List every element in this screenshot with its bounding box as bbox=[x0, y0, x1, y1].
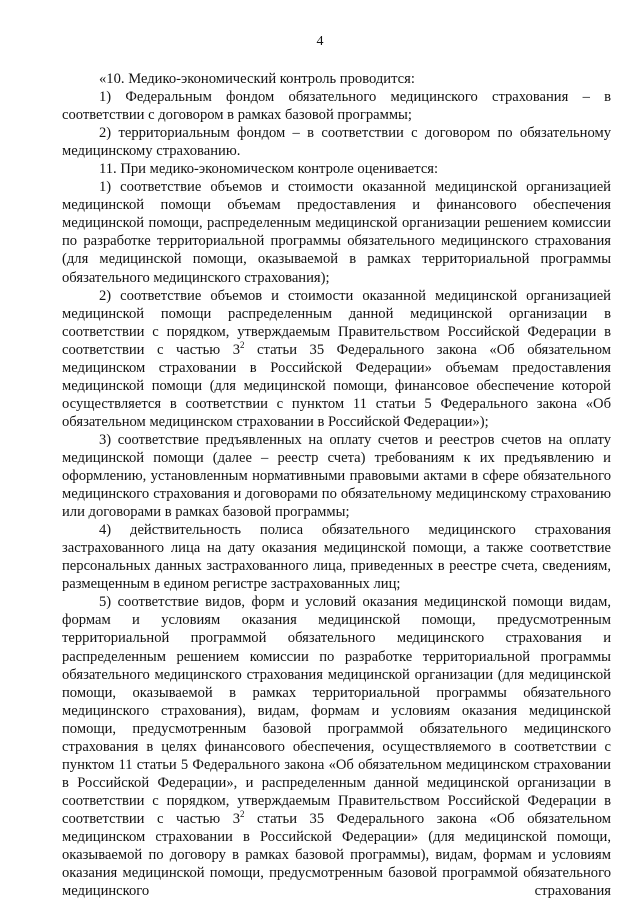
paragraph-11-item-5 bbox=[62, 593, 611, 900]
paragraph-10-item-2 bbox=[62, 124, 611, 160]
paragraph-11-item-3 bbox=[62, 431, 611, 521]
paragraph-text: 2) территориальным фондом – в соответствии с договором по обязательному медицинскому страхованию. bbox=[62, 125, 611, 160]
paragraph-11 bbox=[62, 160, 611, 178]
paragraph-text: 1) соответствие объемов и стоимости оказанной медицинской организацией медицинской помощи объемам предоставления и финансового обеспечения медицинской помощи, распределенным медицинской организации решением комиссии по разработке территориальной программы обязательного медицинского страхования (для медицинской помощи, оказываемой в рамках территориальной программы обязательного медицинского страхования); bbox=[62, 179, 611, 286]
paragraph-text: 11. При медико-экономическом контроле оценивается: bbox=[99, 161, 439, 178]
page-number: 4 bbox=[316, 34, 324, 49]
superscript: 2 bbox=[240, 339, 245, 350]
paragraph-11-item-1 bbox=[62, 178, 611, 286]
paragraph-text: 4) действительность полиса обязательного медицинского страхования застрахованного лица на дату оказания медицинской помощи, а также соответствие персональных данных застрахованного лица, приведенных в реестре счета, сведениям, размещенным в едином регистре застрахованных лиц; bbox=[62, 522, 611, 593]
document-body bbox=[62, 70, 611, 900]
paragraph-text: «10. Медико-экономический контроль проводится: bbox=[99, 71, 415, 87]
paragraph-text: статьи 35 Федерального закона «Об обязательном медицинском страховании в Российской Федерации» (для медицинской помощи, оказываемой по договору в рамках базовой программы), видам, формам и условиям оказания медицинской помощи, предусмотренным базовой программой обязательного медицинского страхования bbox=[62, 810, 611, 900]
paragraph-text: 3) соответствие предъявленных на оплату счетов и реестров счетов на оплату медицинской помощи (далее – реестр счета) требованиям к их предъявлению и оформлению, установленным нормативными правовыми актами в сфере обязательного медицинского страхования и договорами по обязательному медицинскому страхованию или договорами в рамках базовой программы; bbox=[62, 431, 611, 521]
paragraph-text: 2) соответствие объемов и стоимости оказанной медицинской организацией медицинской помощи распределенным данной медицинской организации в соответствии с порядком, утверждаемым Правительством Российской Федерации в соответствии с частью 3 bbox=[62, 287, 611, 358]
paragraph-text: 1) Федеральным фондом обязательного медицинского страхования – в соответствии с договором в рамках базовой программы; bbox=[62, 89, 611, 124]
paragraph-10 bbox=[62, 70, 611, 88]
paragraph-text: 5) соответствие видов, форм и условий оказания медицинской помощи видам, формам и условиям оказания медицинской помощи, предусмотренным территориальной программой обязательного медицинского страхования и распределенным решением комиссии по разработке территориальной программы обязательного медицинского страхования медицинской организации (для медицинской помощи, оказываемой в рамках территориальной программы обязательного медицинского страхования), видам, формам и условиям оказания медицинской помощи, предусмотренным базовой программой обязательного медицинского страхования в целях финансового обеспечения, осуществляемого в соответствии с пунктом 11 статьи 5 Федерального закона «Об обязательном медицинском страховании в Российской Федерации», и распределенным данной медицинской организации в соответствии с порядком, утверждаемым Правительством Российской Федерации в соответствии с частью 3 bbox=[62, 594, 611, 827]
paragraph-text: статьи 35 Федерального закона «Об обязательном медицинском страховании в Российской Федерации» объемам предоставления медицинской помощи (для медицинской помощи, финансовое обеспечение которой осуществляется в соответствии с пунктом 11 статьи 5 Федерального закона «Об обязательном медицинском страховании в Российской Федерации»); bbox=[62, 341, 611, 430]
paragraph-10-item-1 bbox=[62, 88, 611, 124]
paragraph-11-item-2 bbox=[62, 287, 611, 431]
superscript: 2 bbox=[240, 809, 245, 820]
paragraph-11-item-4 bbox=[62, 521, 611, 593]
